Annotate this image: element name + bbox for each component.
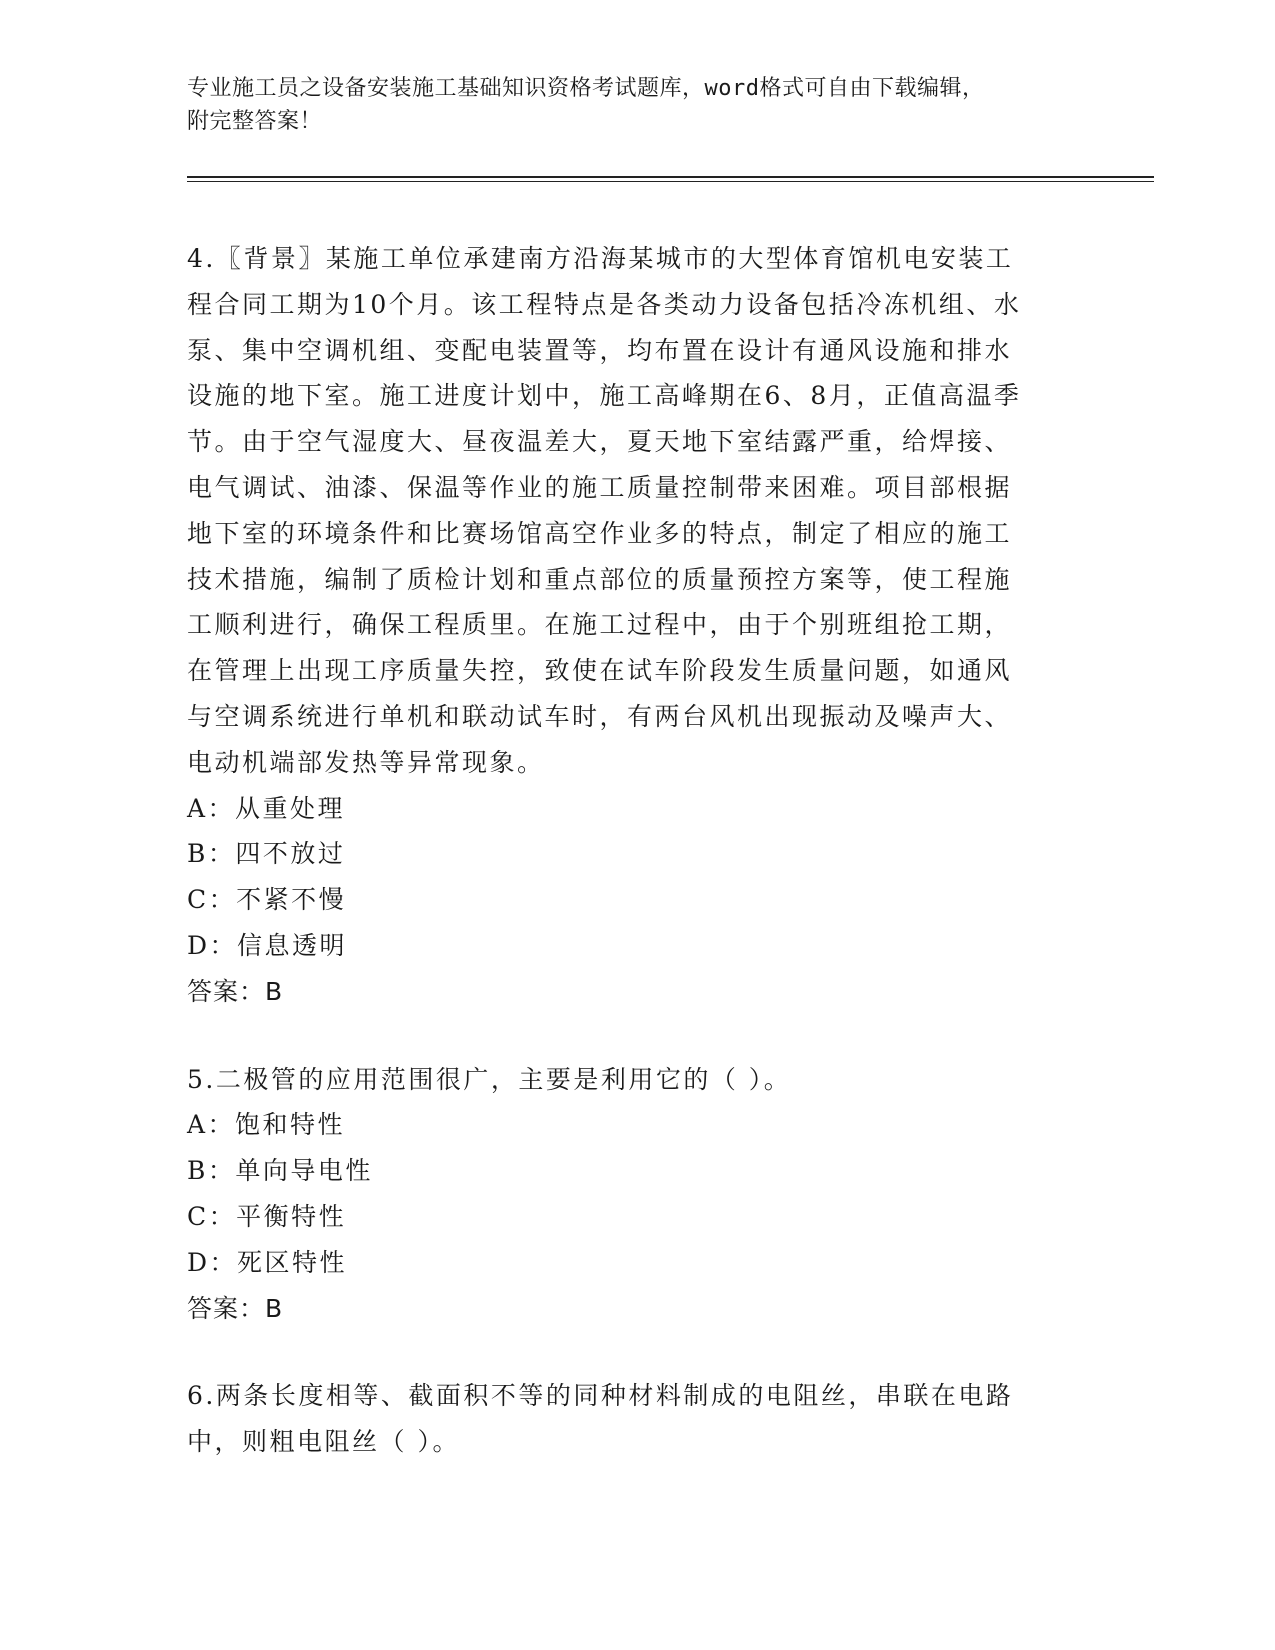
question-stem-line: 中，则粗电阻丝（ ）。 — [187, 1427, 460, 1457]
question-stem-line: 设施的地下室。施工进度计划中，施工高峰期在6、8月，正值高温季 — [187, 381, 1022, 411]
question-stem-line: 技术措施，编制了质检计划和重点部位的质量预控方案等，使工程施 — [187, 564, 1013, 594]
question-stem-line: 4.〖背景〗某施工单位承建南方沿海某城市的大型体育馆机电安装工 — [187, 244, 1014, 273]
header-line-2: 附完整答案！ — [187, 109, 323, 134]
question-spacer — [187, 1015, 1087, 1057]
question-stem-line: 与空调系统进行单机和联动试车时，有两台风机出现振动及噪声大、 — [187, 701, 1013, 731]
question-stem-line: 电气调试、油漆、保温等作业的施工质量控制带来困难。项目部根据 — [187, 472, 1013, 502]
header-divider-thick — [187, 176, 1154, 178]
question-stem-line: 泵、集中空调机组、变配电装置等，均布置在设计有通风设施和排水 — [187, 335, 1013, 365]
option-c: C：平衡特性 — [187, 1201, 347, 1231]
option-c: C：不紧不慢 — [187, 885, 347, 915]
question-stem-line: 程合同工期为10个月。该工程特点是各类动力设备包括冷冻机组、水 — [187, 289, 1022, 319]
document-header — [187, 72, 1067, 138]
question-stem-line: 在管理上出现工序质量失控，致使在试车阶段发生质量问题，如通风 — [187, 656, 1013, 686]
question-4 — [187, 236, 1087, 1015]
option-a: A：从重处理 — [187, 793, 346, 823]
question-stem-line: 5.二极管的应用范围很广，主要是利用它的（ ）。 — [187, 1064, 792, 1094]
question-6 — [187, 1373, 1087, 1465]
option-d: D：死区特性 — [187, 1247, 348, 1277]
answer-line: 答案：B — [187, 1293, 284, 1323]
question-list — [187, 236, 1087, 1465]
option-a: A：饱和特性 — [187, 1110, 346, 1140]
question-stem-line: 节。由于空气湿度大、昼夜温差大，夏天地下室结露严重，给焊接、 — [187, 427, 1013, 457]
question-spacer — [187, 1331, 1087, 1373]
header-divider-thin — [187, 181, 1154, 182]
question-stem-line: 6.两条长度相等、截面积不等的同种材料制成的电阻丝，串联在电路 — [187, 1381, 1014, 1411]
option-b: B：四不放过 — [187, 839, 346, 869]
header-line-1: 专业施工员之设备安装施工基础知识资格考试题库，word格式可自由下载编辑， — [187, 76, 985, 101]
option-d: D：信息透明 — [187, 930, 348, 960]
question-stem-line: 电动机端部发热等异常现象。 — [187, 747, 545, 777]
question-5 — [187, 1057, 1087, 1332]
answer-line: 答案：B — [187, 976, 284, 1006]
question-stem-line: 工顺利进行，确保工程质里。在施工过程中，由于个别班组抢工期， — [187, 610, 1013, 640]
option-b: B：单向导电性 — [187, 1156, 373, 1186]
question-stem-line: 地下室的环境条件和比赛场馆高空作业多的特点，制定了相应的施工 — [187, 518, 1013, 548]
